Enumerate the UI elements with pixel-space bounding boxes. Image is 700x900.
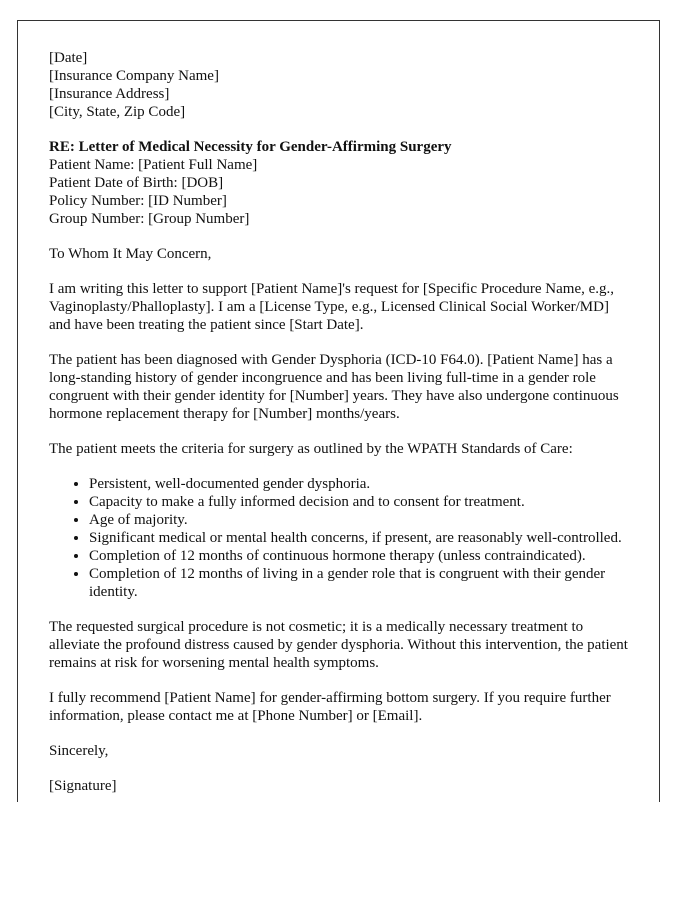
list-item: • Age of majority. <box>89 511 629 529</box>
intro-paragraph-text: I am writing this letter to support [Patient Name]'s request for [Specific Procedure Name, e.g., Vaginoplasty/Phalloplasty]. I am a [License Type, e.g., Licensed Clinical Social Worker/MD] and have been treating the patient since [Start Date]. <box>49 281 615 333</box>
reference-block <box>49 138 629 228</box>
list-item: • Capacity to make a fully informed decision and to consent for treatment. <box>89 493 629 511</box>
recommendation-paragraph <box>49 689 629 725</box>
salutation: To Whom It May Concern, <box>49 246 212 262</box>
signature: [Signature] <box>49 778 117 794</box>
list-item: • Completion of 12 months of living in a gender role that is congruent with their gender identity. <box>89 565 629 601</box>
letter-body <box>49 49 629 812</box>
city-state-zip: [City, State, Zip Code] <box>49 104 186 120</box>
list-item: • Completion of 12 months of continuous hormone therapy (unless contraindicated). <box>89 547 629 565</box>
criteria-list <box>49 475 629 601</box>
diagnosis-paragraph <box>49 351 629 423</box>
subject-line: RE: Letter of Medical Necessity for Gender-Affirming Surgery <box>49 139 452 155</box>
criteria-intro-paragraph <box>49 440 629 458</box>
recipient-address-block <box>49 49 629 121</box>
necessity-paragraph <box>49 618 629 672</box>
diagnosis-paragraph-text: The patient has been diagnosed with Gender Dysphoria (ICD-10 F64.0). [Patient Name] has a long-standing history of gender incongruence and has been living full-time in a gender role congruent with their gender identity for [Number] years. They have also undergone continuous hormone replacement therapy for [Number] months/years. <box>49 352 619 422</box>
intro-paragraph <box>49 280 629 334</box>
letter-date: [Date] <box>49 50 88 66</box>
group-number-line: Group Number: [Group Number] <box>49 211 250 227</box>
insurance-company-name: [Insurance Company Name] <box>49 68 219 84</box>
closing: Sincerely, <box>49 743 109 759</box>
policy-number-line: Policy Number: [ID Number] <box>49 193 227 209</box>
list-item: • Significant medical or mental health concerns, if present, are reasonably well-controlled. <box>89 529 629 547</box>
patient-name-line: Patient Name: [Patient Full Name] <box>49 157 258 173</box>
letter-page <box>17 20 660 802</box>
criteria-intro-text: The patient meets the criteria for surgery as outlined by the WPATH Standards of Care: <box>49 441 573 457</box>
recommendation-paragraph-text: I fully recommend [Patient Name] for gender-affirming bottom surgery. If you require further information, please contact me at [Phone Number] or [Email]. <box>49 690 611 724</box>
necessity-paragraph-text: The requested surgical procedure is not cosmetic; it is a medically necessary treatment to alleviate the profound distress caused by gender dysphoria. Without this intervention, the patient remains at risk for worsening mental health symptoms. <box>49 619 628 671</box>
list-item: • Persistent, well-documented gender dysphoria. <box>89 475 629 493</box>
patient-dob-line: Patient Date of Birth: [DOB] <box>49 175 224 191</box>
insurance-address: [Insurance Address] <box>49 86 170 102</box>
